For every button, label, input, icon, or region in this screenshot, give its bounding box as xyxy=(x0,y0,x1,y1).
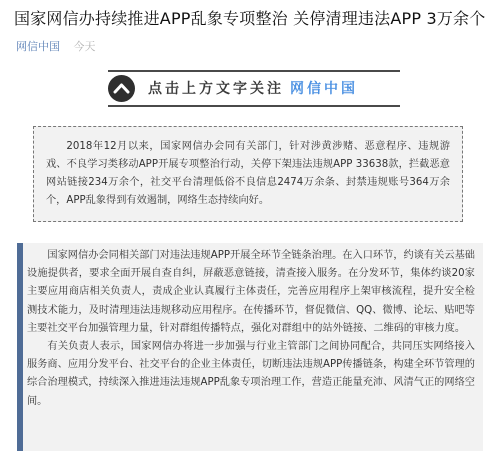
source-account-link[interactable]: 网信中国 xyxy=(16,40,60,53)
follow-banner-text xyxy=(148,79,358,99)
publish-date: 今天 xyxy=(73,40,96,53)
article-title: 国家网信办持续推进APP乱象专项整治 关停清理违法APP 3万余个 xyxy=(14,9,486,28)
follow-prompt: 点击上方文字关注 xyxy=(148,81,284,97)
article-meta xyxy=(16,40,96,54)
body-paragraph-1: 国家网信办会同相关部门对违法违规APP开展全环节全链条治理。在入口环节，约谈有关云基础设施提供者，要求全面开展自查自纠，屏蔽恶意链接，清查接入服务。在分发环节，集体约谈20家主要应用商店相关负责人，责成企业认真履行主体责任，完善应用程序上架审核流程，提升安全检测技术能力，及时清理违法违规移动应用程序。在传播环节，督促微信、QQ、微博、论坛、贴吧等主要社交平台加强管理力量，针对群组传播特点，强化对群组中的站外链接、二维码的审核力度。 xyxy=(27,250,475,334)
follow-account-name[interactable]: 网信中国 xyxy=(290,81,358,97)
quote-side-bar xyxy=(17,243,23,451)
summary-box: 2018年12月以来，国家网信办会同有关部门，针对涉黄涉赌、恶意程序、违规游戏、不良学习类移动APP开展专项整治行动，关停下架违法违规APP 33638款，拦截恶意网站链接234万余个，社交平台清理低俗不良信息2474万余条、封禁违规账号364万余个，APP乱象得到有效遏制，网络生态持续向好。 xyxy=(33,126,463,222)
chevron-up-icon xyxy=(108,75,135,102)
follow-banner[interactable] xyxy=(108,70,400,107)
body-paragraph-2: 有关负责人表示，国家网信办将进一步加强与行业主管部门之间协同配合，共同压实网络接入服务商、应用分发平台、社交平台的企业主体责任，切断违法违规APP传播链条，构建全环节管理的综合治理模式，持续深入推进违法违规APP乱象专项治理工作，营造正能量充沛、风清气正的网络空间。 xyxy=(27,341,475,407)
body-quote-box xyxy=(17,243,483,451)
